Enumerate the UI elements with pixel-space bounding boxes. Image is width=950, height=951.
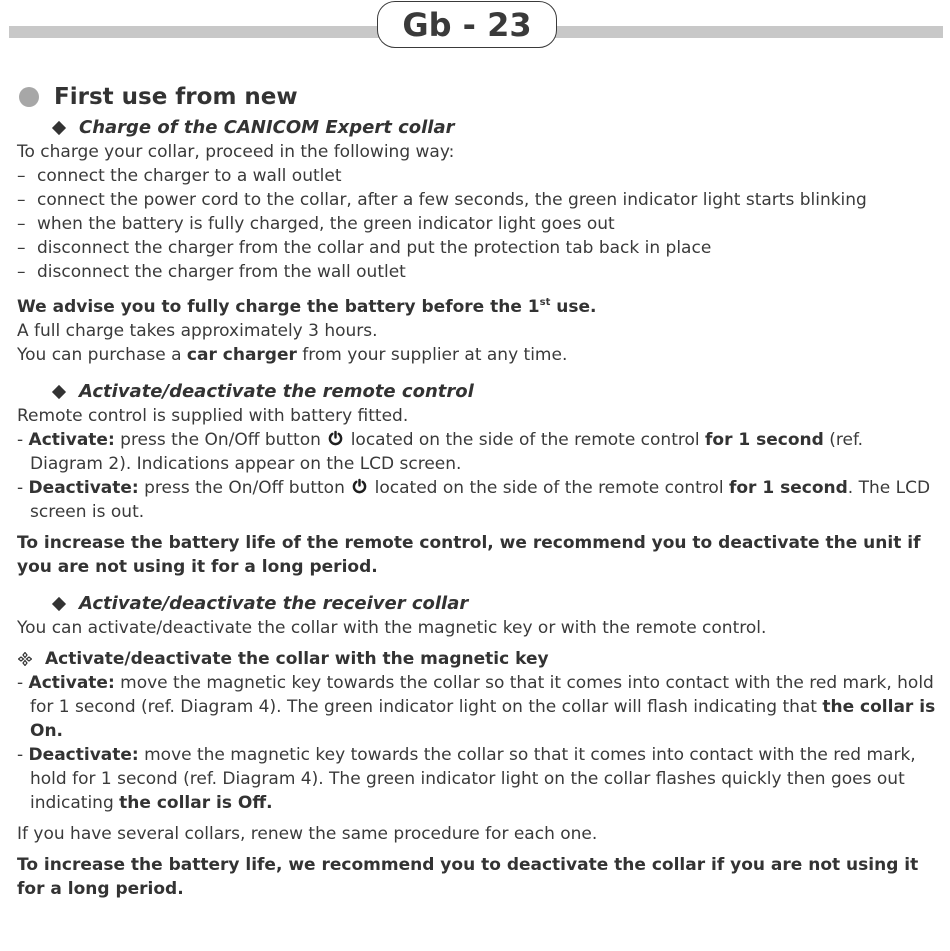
power-icon: [328, 430, 343, 446]
list-item: – disconnect the charger from the collar and put the protection tab back in place: [17, 238, 712, 258]
page-number-badge: [377, 1, 557, 48]
section-title: [19, 80, 937, 114]
diamond-bullet-icon: [52, 596, 66, 610]
remote-deactivate: - Deactivate: press the On/Off button located on the side of the remote control for 1 second. The LCD screen is out.: [17, 478, 931, 522]
magnetic-key-heading: [17, 647, 937, 671]
charge-duration: A full charge takes approximately 3 hours.: [17, 321, 378, 341]
list-item-text: when the battery is fully charged, the green indicator light goes out: [37, 214, 615, 234]
list-item: – when the battery is fully charged, the green indicator light goes out: [17, 214, 615, 234]
charge-intro: To charge your collar, proceed in the following way:: [17, 142, 455, 162]
subheading-receiver-text: Activate/deactivate the receiver collar: [79, 592, 469, 614]
receiver-intro: You can activate/deactivate the collar with the magnetic key or with the remote control.: [17, 618, 767, 638]
remote-tip: To increase the battery life of the remote control, we recommend you to deactivate the unit if you are not using it for a long period.: [17, 533, 921, 577]
charge-purchase: You can purchase a car charger from your supplier at any time.: [17, 345, 568, 365]
list-item-text: disconnect the charger from the wall outlet: [37, 262, 406, 282]
list-item: – connect the charger to a wall outlet: [17, 166, 342, 186]
power-icon: [352, 478, 367, 494]
subheading-remote: [54, 379, 937, 404]
list-item-text: connect the power cord to the collar, after a few seconds, the green indicator light starts blinking: [37, 190, 867, 210]
subheading-receiver: [54, 591, 937, 616]
page-content: [17, 80, 937, 901]
subheading-charge: [54, 115, 937, 140]
charge-advice: We advise you to fully charge the battery before the 1st use.: [17, 297, 597, 317]
remote-activate: - Activate: press the On/Off button located on the side of the remote control for 1 second (ref. Diagram 2). Indications appear on the LCD screen.: [17, 430, 864, 474]
magnetic-key-heading-text: Activate/deactivate the collar with the magnetic key: [45, 649, 549, 669]
receiver-several: If you have several collars, renew the same procedure for each one.: [17, 824, 598, 844]
subheading-remote-text: Activate/deactivate the remote control: [79, 380, 474, 402]
section-title-text: First use from new: [54, 84, 298, 110]
charge-steps: [17, 164, 937, 284]
list-item: – connect the power cord to the collar, after a few seconds, the green indicator light starts blinking: [17, 190, 867, 210]
list-item: – disconnect the charger from the wall outlet: [17, 262, 406, 282]
remote-intro: Remote control is supplied with battery fitted.: [17, 406, 409, 426]
receiver-tip: To increase the battery life, we recommend you to deactivate the collar if you are not using it for a long period.: [17, 855, 919, 899]
page-number-label: Gb - 23: [402, 5, 532, 44]
circle-bullet-icon: [19, 87, 39, 107]
diamond-bullet-icon: [52, 120, 66, 134]
diamond-bullet-icon: [52, 384, 66, 398]
list-item-text: disconnect the charger from the collar and put the protection tab back in place: [37, 238, 712, 258]
receiver-deactivate: - Deactivate: move the magnetic key towards the collar so that it comes into contact with the red mark, hold for 1 second (ref. Diagram 4). The green indicator light on the collar flashes quickly then goes out indicating the collar is Off.: [17, 745, 916, 813]
four-diamond-icon: [18, 652, 32, 666]
list-item-text: connect the charger to a wall outlet: [37, 166, 342, 186]
subheading-charge-text: Charge of the CANICOM Expert collar: [79, 116, 455, 138]
receiver-activate: - Activate: move the magnetic key towards the collar so that it comes into contact with the red mark, hold for 1 second (ref. Diagram 4). The green indicator light on the collar will flash indicating that the collar is On.: [17, 673, 936, 741]
